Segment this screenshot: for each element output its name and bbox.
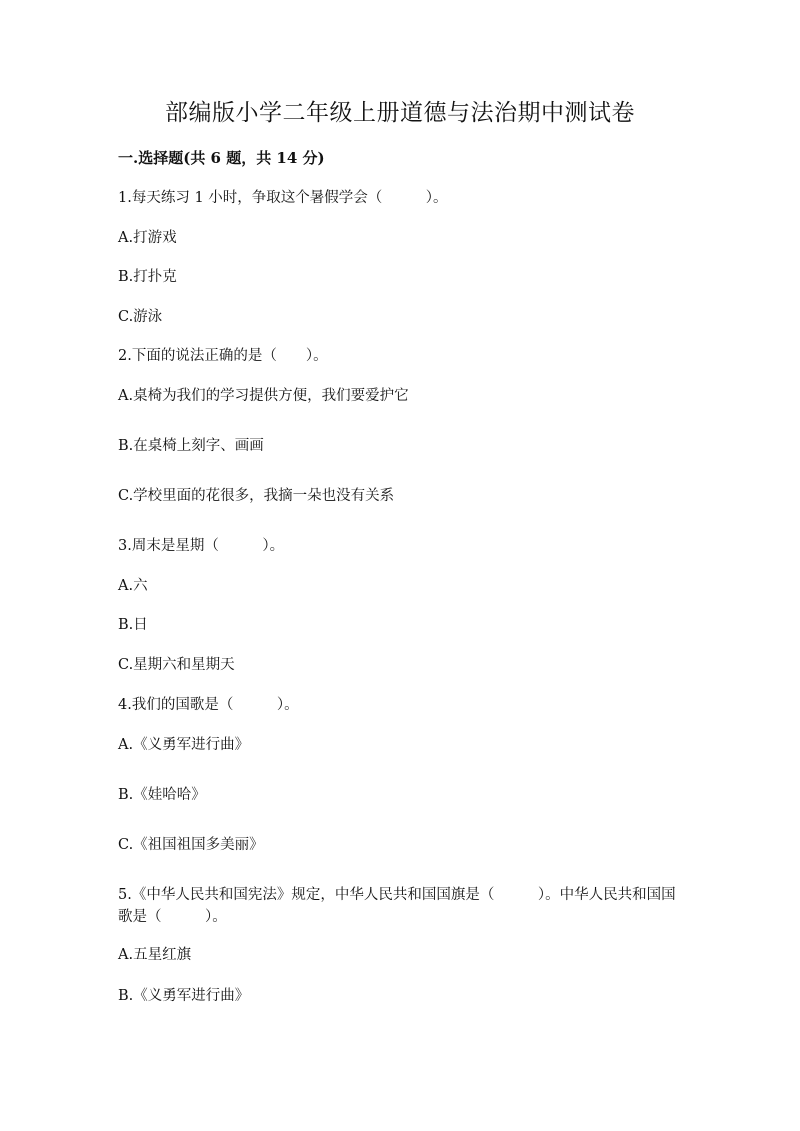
question-3-stem: 3.周末是星期（ ）。 xyxy=(118,538,285,554)
section-header: 一.选择题(共 6 题，共 14 分) xyxy=(118,149,325,167)
question-1-option-b: B.打扑克 xyxy=(118,269,177,285)
question-2-option-a: A.桌椅为我们的学习提供方便，我们要爱护它 xyxy=(118,388,409,404)
question-5-stem: 5.《中华人民共和国宪法》规定，中华人民共和国国旗是（ ）。中华人民共和国国歌是（ ）。 xyxy=(118,887,676,925)
question-1-option-a: A.打游戏 xyxy=(118,230,177,246)
question-4-option-b: B.《娃哈哈》 xyxy=(118,787,206,803)
question-5-option-b: B.《义勇军进行曲》 xyxy=(118,988,250,1004)
question-2-stem: 2.下面的说法正确的是（ ）。 xyxy=(118,348,328,364)
question-2-option-c: C.学校里面的花很多，我摘一朵也没有关系 xyxy=(118,488,395,504)
question-3-option-a: A.六 xyxy=(118,578,148,594)
question-1-stem: 1.每天练习 1 小时，争取这个暑假学会（ ）。 xyxy=(118,190,448,206)
question-4-option-a: A.《义勇军进行曲》 xyxy=(118,737,250,753)
question-4-stem: 4.我们的国歌是（ ）。 xyxy=(118,697,299,713)
document-title: 部编版小学二年级上册道德与法治期中测试卷 xyxy=(165,100,635,126)
question-3-option-c: C.星期六和星期天 xyxy=(118,657,235,673)
question-5-option-a: A.五星红旗 xyxy=(118,947,192,963)
question-4-option-c: C.《祖国祖国多美丽》 xyxy=(118,837,264,853)
question-1-option-c: C.游泳 xyxy=(118,309,163,325)
question-3-option-b: B.日 xyxy=(118,617,148,633)
question-2-option-b: B.在桌椅上刻字、画画 xyxy=(118,438,264,454)
